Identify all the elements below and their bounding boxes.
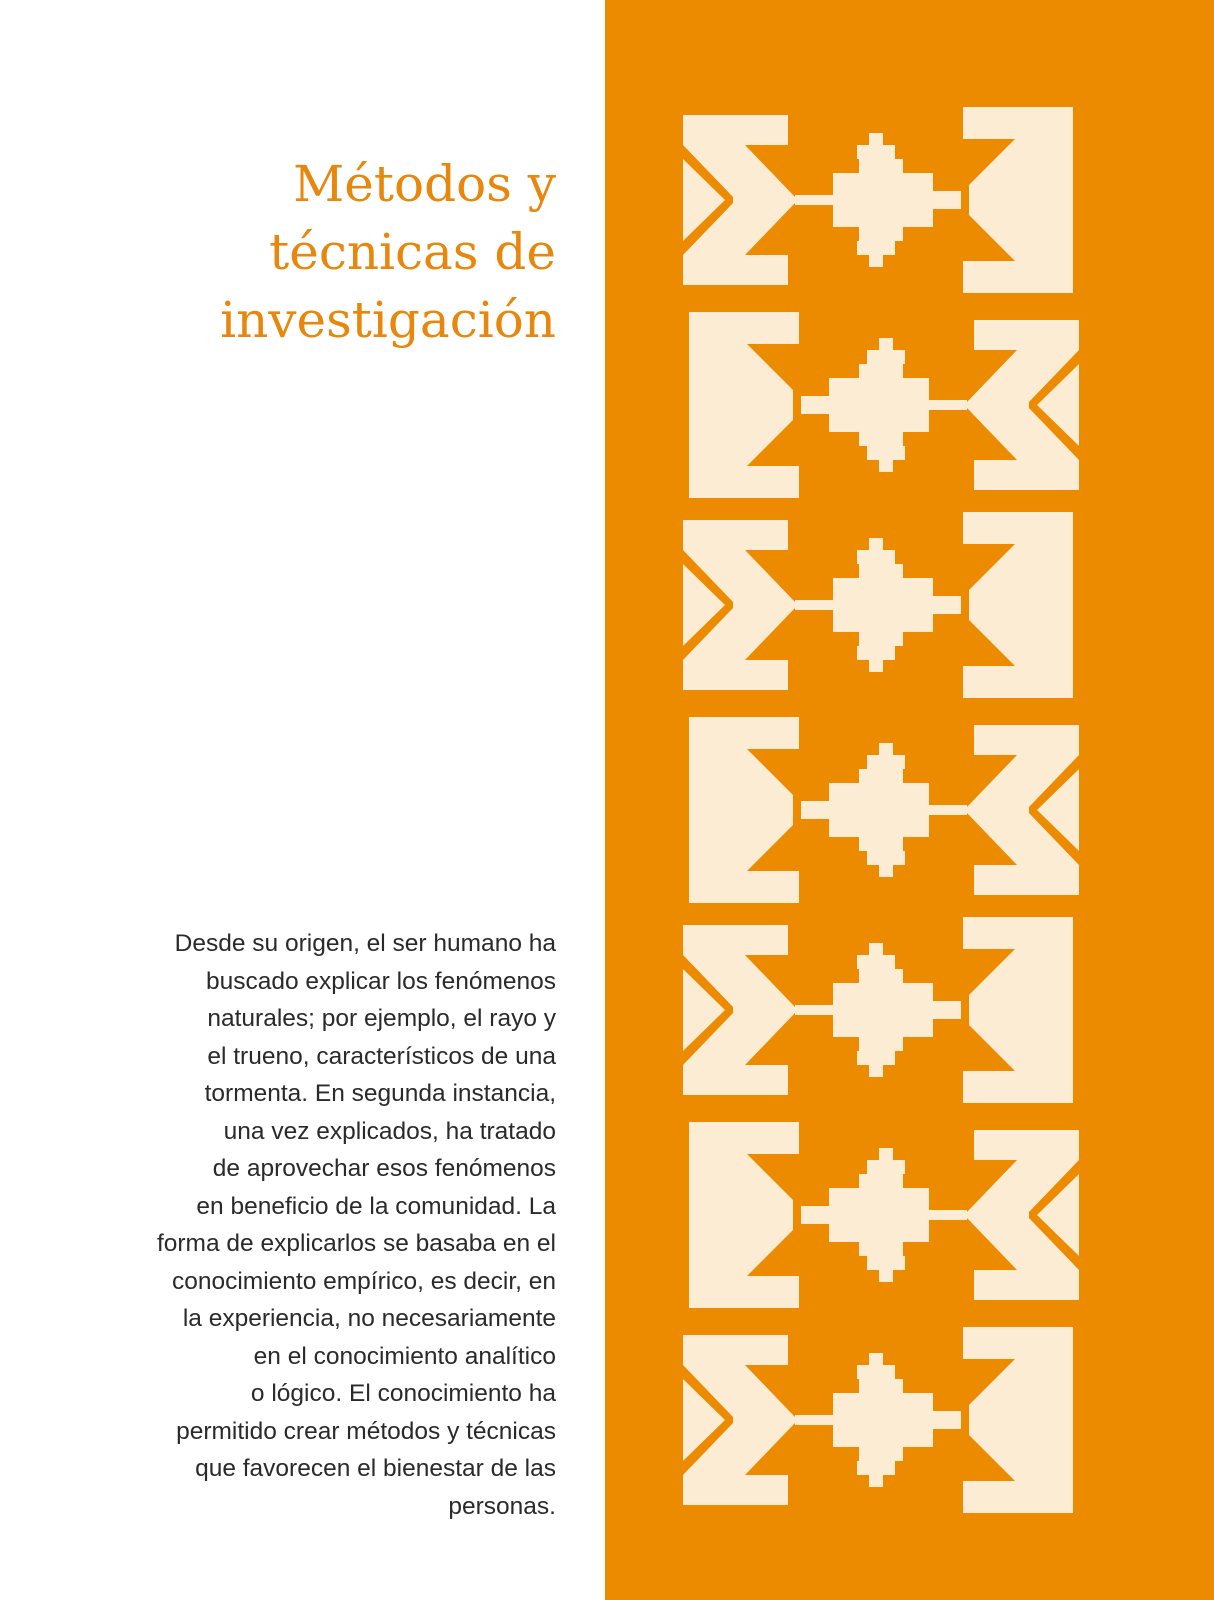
paragraph-line: naturales; por ejemplo, el rayo y [207,1005,556,1032]
title-line: investigación [220,291,556,349]
geometric-pattern-icon [683,917,1073,1103]
paragraph-line: la experiencia, no necesariamente [182,1305,556,1332]
paragraph-line: permitido crear métodos y técnicas [176,1417,556,1445]
geometric-pattern-icon [689,312,1079,498]
paragraph-line: buscado explicar los fenómenos [205,967,556,995]
geometric-pattern-icon [683,107,1073,293]
paragraph-line: que favorecen el bienestar de las [195,1455,556,1482]
intro-paragraph [96,925,556,1525]
paragraph-line: en el conocimiento analítico [253,1342,556,1370]
paragraph-line: personas. [448,1492,556,1520]
paragraph-line: una vez explicados, ha tratado [223,1117,556,1145]
paragraph-line: tormenta. En segunda instancia, [204,1080,556,1107]
paragraph-line: en beneficio de la comunidad. La [196,1192,556,1220]
paragraph-line: Desde su origen, el ser humano ha [174,930,556,957]
geometric-pattern-icon [683,1327,1073,1513]
paragraph-line: el trueno, característicos de una [207,1042,556,1070]
geometric-pattern-icon [683,512,1073,698]
title-line: técnicas de [269,223,556,281]
title-line: Métodos y [293,155,556,213]
geometric-pattern-column [605,0,1214,1600]
paragraph-line: forma de explicarlos se basaba en el [156,1230,556,1257]
paragraph-line: de aprovechar esos fenómenos [212,1155,556,1182]
decorative-band [605,0,1214,1600]
page-title [96,150,556,354]
paragraph-line: conocimiento empírico, es decir, en [171,1267,556,1295]
geometric-pattern-icon [689,1122,1079,1308]
paragraph-line: o lógico. El conocimiento ha [250,1380,556,1407]
geometric-pattern-icon [689,717,1079,903]
